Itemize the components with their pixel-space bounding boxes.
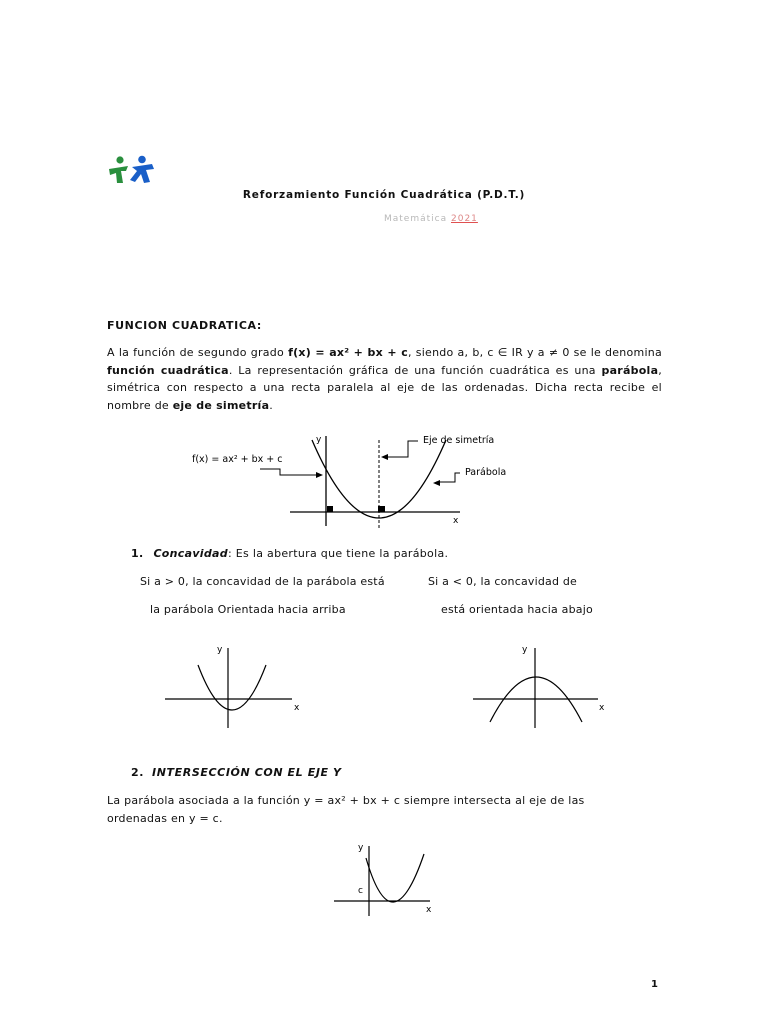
- concave-down-line2: está orientada hacia abajo: [441, 603, 593, 616]
- marker-right: [378, 506, 385, 512]
- y-axis-label: y: [522, 645, 528, 655]
- axis-pointer: [384, 441, 418, 457]
- document-title: Reforzamiento Función Cuadrática (P.D.T.): [242, 189, 526, 201]
- intersection-line1: La parábola asociada a la función y = ax² + bx + c siempre intersecta al eje de las: [107, 794, 585, 807]
- intro-term: función cuadrática: [107, 363, 229, 377]
- parabola-arrowhead: [433, 480, 440, 486]
- y-axis-label: y: [316, 435, 322, 445]
- marker-left: [327, 506, 333, 512]
- section-heading: FUNCION CUADRATICA:: [107, 319, 262, 332]
- document-subtitle: [384, 214, 478, 224]
- intro-parabola: parábola: [601, 363, 659, 377]
- axis-arrowhead: [381, 454, 388, 460]
- intro-axis: eje de simetría: [172, 398, 270, 412]
- page-number: 1: [651, 979, 658, 990]
- y-axis-label: y: [217, 645, 223, 655]
- c-label: c: [358, 886, 363, 896]
- x-axis-label: x: [599, 703, 605, 713]
- intersection-item: [131, 766, 342, 779]
- subtitle-year: 2021: [451, 214, 478, 224]
- intersection-graph: [330, 838, 440, 918]
- parabola-intersect: [366, 854, 424, 902]
- concave-up-line2: la parábola Orientada hacia arriba: [150, 603, 346, 616]
- concave-down-line1: Si a < 0, la concavidad de: [428, 575, 578, 588]
- formula-arrowhead: [316, 472, 323, 478]
- concavity-text: : Es la abertura que tiene la parábola.: [227, 547, 449, 560]
- formula-pointer: [260, 469, 320, 475]
- x-axis-label: x: [453, 516, 459, 526]
- intersection-keyword: INTERSECCIÓN CON EL EJE Y: [152, 766, 342, 779]
- concavity-number: 1.: [131, 547, 144, 560]
- x-axis-label: x: [426, 905, 432, 915]
- subtitle-faded: Matemática: [384, 214, 448, 224]
- intersection-number: 2.: [131, 766, 145, 779]
- concave-down-graph: [465, 640, 615, 730]
- intro-paragraph: A la función de segundo grado f(x) = ax² + bx + c, siendo a, b, c ∈ IR y a ≠ 0 se le denomina función cuadrática. La representación gráfica de una función cuadrática es una parábola, simétrica con respecto a una recta paralela al eje de las ordenadas. Dicha recta recibe el nombre de eje de simetría.: [107, 346, 662, 412]
- formula-label: f(x) = ax² + bx + c: [192, 454, 283, 465]
- parabola-label: Parábola: [465, 467, 507, 478]
- x-axis-label: x: [294, 703, 300, 713]
- intro-formula: f(x) = ax² + bx + c: [288, 346, 408, 359]
- main-parabola-figure: [180, 428, 507, 530]
- parabola-up: [198, 665, 266, 710]
- logo-icon: [106, 155, 158, 185]
- intersection-paragraph: [107, 792, 662, 828]
- concavity-item: [131, 547, 448, 560]
- axis-of-symmetry-label: Eje de simetría: [423, 435, 495, 446]
- intersection-line2: ordenadas en y = c.: [107, 812, 223, 825]
- concave-up-graph: [160, 640, 310, 730]
- y-axis-label: y: [358, 843, 364, 853]
- concave-up-line1: Si a > 0, la concavidad de la parábola está: [140, 575, 385, 588]
- concavity-keyword: Concavidad: [153, 547, 228, 560]
